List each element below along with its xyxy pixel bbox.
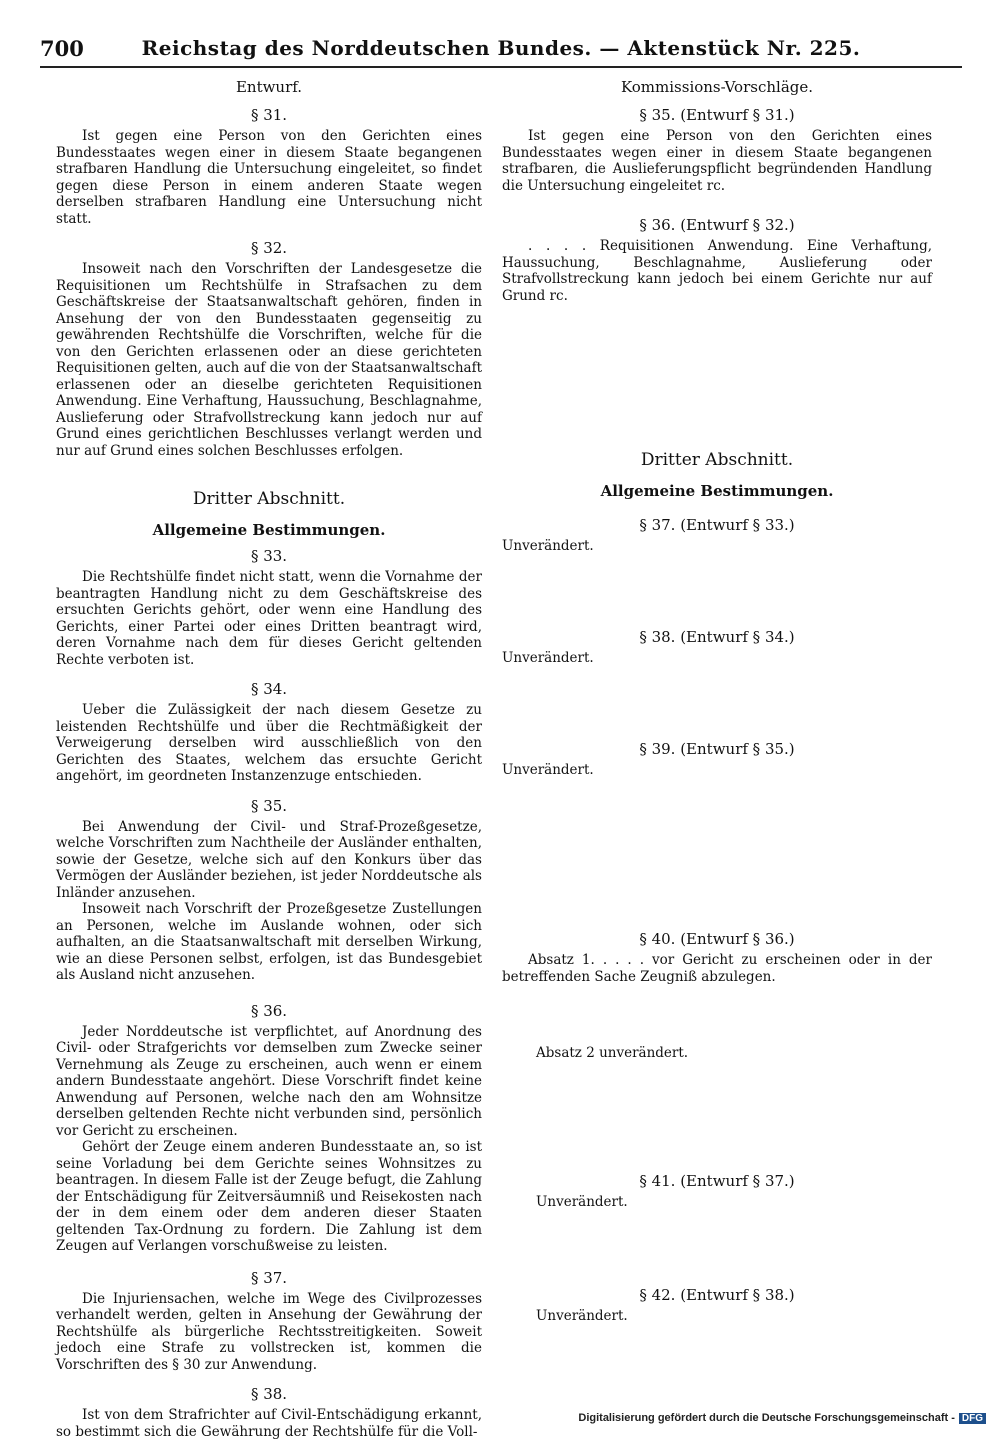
paragraph-title: § 32. xyxy=(250,239,288,257)
commission-p39 xyxy=(502,732,932,779)
paragraph-text: Bei Anwendung der Civil- und Straf-Prozeßgesetze, welche Vorschriften zum Nachtheile der Ausländer enthalten, sowie der Gesetze, welche sich auf den Konkurs über das Vermögen der Ausländer beziehen, ist jeder Norddeutsche als Inländer anzusehen. xyxy=(56,818,482,901)
section-heading xyxy=(56,489,482,539)
paragraph-text: Unverändert. xyxy=(502,762,594,778)
paragraph-title: § 31. xyxy=(250,106,288,124)
commission-column-lower xyxy=(502,450,932,506)
page-header xyxy=(40,36,962,68)
paragraph-title: § 40. (Entwurf § 36.) xyxy=(639,930,795,948)
paragraph-text: Unverändert. xyxy=(502,650,594,666)
paragraph-text: Unverändert. xyxy=(502,538,594,554)
dfg-logo: DFG xyxy=(959,1413,986,1424)
paragraph-title: § 41. (Entwurf § 37.) xyxy=(639,1172,795,1190)
paragraph-title: § 42. (Entwurf § 38.) xyxy=(639,1286,795,1304)
running-title: Reichstag des Norddeutschen Bundes. — Aktenstück Nr. 225. xyxy=(141,36,861,60)
commission-p38 xyxy=(502,620,932,667)
paragraph-text: Ueber die Zulässigkeit der nach diesem Gesetze zu leistenden Rechtshülfe und über die Rechtmäßigkeit der Verweigerung derselben wird ausschließlich von den Gerichten des Staates, welchem das ersuchte Gericht angehört, im geordneten Instanzenzuge entschieden. xyxy=(56,702,482,784)
paragraph-text: Absatz 2 unverändert. xyxy=(536,1045,689,1061)
paragraph-text: Unverändert. xyxy=(536,1308,628,1324)
paragraph-text: Jeder Norddeutsche ist verpflichtet, auf Anordnung des Civil- oder Strafgerichts vor demselben zum Zwecke seiner Vernehmung als Zeuge zu erscheinen, auch wenn er einem andern Bundesstaate angehört. Diese Vorschrift findet keine Anwendung auf Personen, welche nach den am Wohnsitze derselben geltenden Rechte nicht verbunden sind, persönlich vor Gericht zu erscheinen. xyxy=(56,1023,482,1139)
paragraph-title: § 34. xyxy=(250,680,288,698)
paragraph-text: Unverändert. xyxy=(536,1194,628,1210)
section-subtitle: Allgemeine Bestimmungen. xyxy=(600,482,834,500)
paragraph-text: Insoweit nach Vorschrift der Prozeßgesetze Zustellungen an Personen, welche im Auslande wohnen, oder sich aufhalten, an die Staatsanwaltschaft mit derselben Wirkung, wie an diese Personen selbst, erfolgen, ist das Bundesgebiet als Ausland nicht anzusehen. xyxy=(56,901,482,983)
paragraph-text: Die Injuriensachen, welche im Wege des Civilprozesses verhandelt werden, gelten in Ansehung der Gewährung der Rechtshülfe als bürgerliche Rechtsstreitigkeiten. Soweit jedoch eine Strafe zu vollstrecken ist, kommen die Vorschriften des § 30 zur Anwendung. xyxy=(56,1290,482,1373)
paragraph-title: § 37. (Entwurf § 33.) xyxy=(639,516,795,534)
draft-heading: Entwurf. xyxy=(235,78,303,96)
credit-text: Digitalisierung gefördert durch die Deutsche Forschungsgemeinschaft - xyxy=(578,1412,955,1424)
section-title: Dritter Abschnitt. xyxy=(640,450,794,470)
section-title: Dritter Abschnitt. xyxy=(192,489,346,509)
paragraph-title: § 37. xyxy=(250,1268,288,1287)
paragraph-title: § 38. (Entwurf § 34.) xyxy=(639,628,795,646)
paragraph-text: Insoweit nach den Vorschriften der Landesgesetze die Requisitionen um Rechtshülfe in Strafsachen zu dem Geschäftskreise der Staatsanwaltschaft gehören, finden in Ansehung der von den Bundesstaaten gegenseitig zu gewährenden Rechtshülfe die Vorschriften, welche für die von den Gerichten erlassenen oder an diese gerichteten Requisitionen gelten, auch auf die von der Staatsanwaltschaft erlassenen oder an dieselbe gerichteten Requisitionen Anwendung. Eine Verhaftung, Haussuchung, Beschlagnahme, Auslieferung oder Strafvollstreckung kann jedoch nur auf Grund eines gerichtlichen Beschlusses verlangt werden und nur auf Grund eines solchen Beschlusses erfolgen. xyxy=(56,261,482,459)
paragraph-title: § 36. xyxy=(250,1001,288,1020)
commission-p37 xyxy=(502,508,932,555)
paragraph-title: § 35. xyxy=(250,796,288,815)
paragraph-text: Die Rechtshülfe findet nicht statt, wenn die Vornahme der beantragten Handlung nicht zu dem Geschäftskreise des ersuchten Gerichts gehört, oder wenn eine Handlung des Gerichts, einer Partei oder eines Dritten beantragt wird, deren Vornahme nach dem für dieses Gericht geltenden Rechte verboten ist. xyxy=(56,569,482,668)
draft-column xyxy=(56,78,482,1440)
paragraph-title: § 39. (Entwurf § 35.) xyxy=(639,740,795,758)
commission-p41 xyxy=(502,1164,932,1211)
section-subtitle: Allgemeine Bestimmungen. xyxy=(152,521,386,539)
commission-p40 xyxy=(502,922,932,1062)
page-number: 700 xyxy=(40,36,84,61)
commission-heading: Kommissions-Vorschläge. xyxy=(620,78,814,96)
paragraph-title: § 33. xyxy=(250,547,288,565)
paragraph-text: Gehört der Zeuge einem anderen Bundesstaate an, so ist seine Vorladung bei dem Gerichte seines Wohnsitzes zu beantragen. In diesem Falle ist der Zeuge befugt, die Zahlung der Entschädigung für Zeitversäumniß und Reisekosten nach der in dem einem oder dem anderen dieser Staaten geltenden Tax-Ordnung zu fordern. Die Zahlung ist dem Zeugen auf Verlangen vorschußweise zu leisten. xyxy=(56,1139,482,1254)
digitization-credit xyxy=(578,1412,986,1424)
paragraph-text: . . . . Requisitionen Anwendung. Eine Verhaftung, Haussuchung, Beschlagnahme, Auslieferung oder Strafvollstreckung kann jedoch bei einem Gerichte nur auf Grund rc. xyxy=(502,238,932,304)
section-heading xyxy=(502,450,932,500)
commission-p42 xyxy=(502,1278,932,1325)
paragraph-text: Ist gegen eine Person von den Gerichten eines Bundesstaates wegen einer in diesem Staate begangenen strafbaren Handlung die Untersuchung eingeleitet, so findet gegen diese Person in einem anderen Staate wegen derselben strafbaren Handlung eine Untersuchung nicht statt. xyxy=(56,128,482,227)
paragraph-title: § 35. (Entwurf § 31.) xyxy=(639,106,795,124)
paragraph-title: § 36. (Entwurf § 32.) xyxy=(639,216,795,234)
paragraph-text: Ist von dem Strafrichter auf Civil-Entschädigung erkannt, so bestimmt sich die Gewährung der Rechtshülfe für die Voll- xyxy=(56,1407,482,1440)
paragraph-text: Ist gegen eine Person von den Gerichten eines Bundesstaates wegen einer in diesem Staate begangenen strafbaren, die Auslieferungspflicht begründenden Handlung die Untersuchung eingeleitet rc. xyxy=(502,128,932,194)
commission-column xyxy=(502,78,932,304)
paragraph-text: Absatz 1. . . . . vor Gericht zu erscheinen oder in der betreffenden Sache Zeugniß abzulegen. xyxy=(502,952,932,985)
paragraph-title: § 38. xyxy=(250,1385,288,1403)
